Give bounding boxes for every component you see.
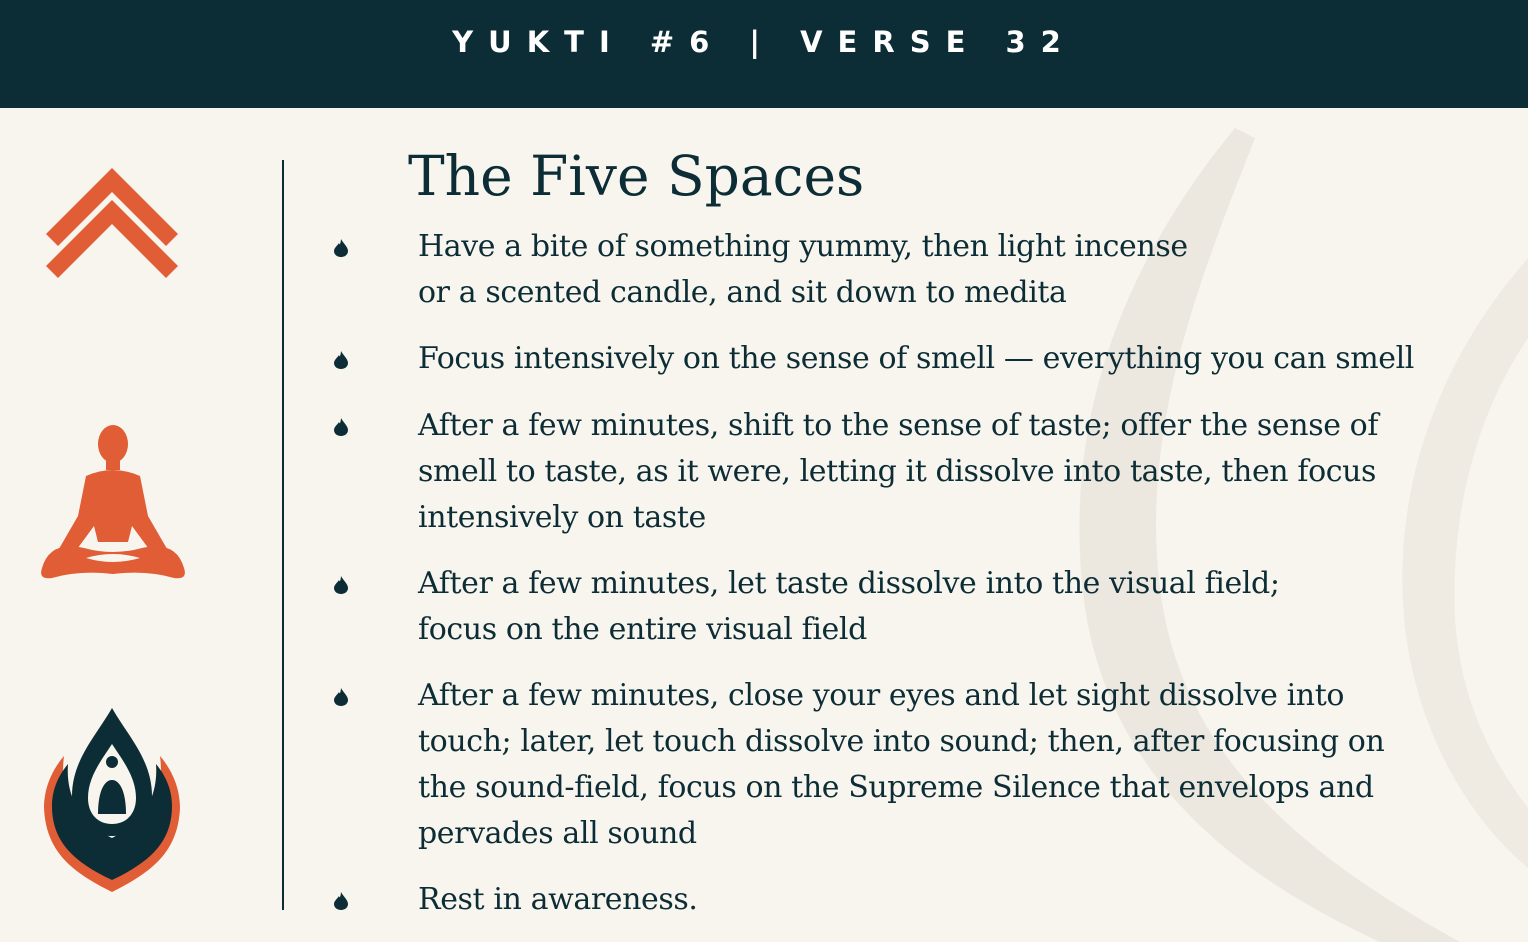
list-item <box>418 224 1518 316</box>
list-item <box>418 877 1518 923</box>
list-item <box>418 561 1518 653</box>
header-bar <box>0 0 1528 108</box>
list-item <box>418 403 1518 541</box>
list-item-text: After a few minutes, shift to the sense of taste; offer the sense of smell to taste, as it were, letting it dissolve into taste, then focus intensively on taste <box>418 408 1379 535</box>
vertical-divider <box>282 160 284 910</box>
list-item <box>418 336 1518 382</box>
list-item <box>418 673 1518 857</box>
meditating-figure-icon <box>36 420 190 582</box>
list-item-text: Rest in awareness. <box>418 882 698 917</box>
flame-bullet-icon <box>334 576 348 594</box>
double-chevron-up-icon <box>46 168 178 278</box>
flame-bullet-icon <box>334 239 348 257</box>
flame-bullet-icon <box>334 688 348 706</box>
list-item-text: After a few minutes, close your eyes and let sight dissolve into touch; later, let touch dissolve into sound; then, after focusing on the sound-field, focus on the Supreme Silence that envelops and pervades all sound <box>418 678 1385 851</box>
page-title: The Five Spaces <box>408 144 865 208</box>
header-title: YUKTI #6 | VERSE 32 <box>452 25 1076 59</box>
lotus-flame-icon <box>38 704 186 896</box>
list-item-text: Focus intensively on the sense of smell — everything you can smell <box>418 341 1414 376</box>
list-item-text: Have a bite of something yummy, then light incense or a scented candle, and sit down to medita <box>418 229 1188 310</box>
flame-bullet-icon <box>334 351 348 369</box>
flame-bullet-icon <box>334 418 348 436</box>
list-item-text: After a few minutes, let taste dissolve into the visual field; focus on the entire visual field <box>418 566 1280 647</box>
flame-bullet-icon <box>334 892 348 910</box>
